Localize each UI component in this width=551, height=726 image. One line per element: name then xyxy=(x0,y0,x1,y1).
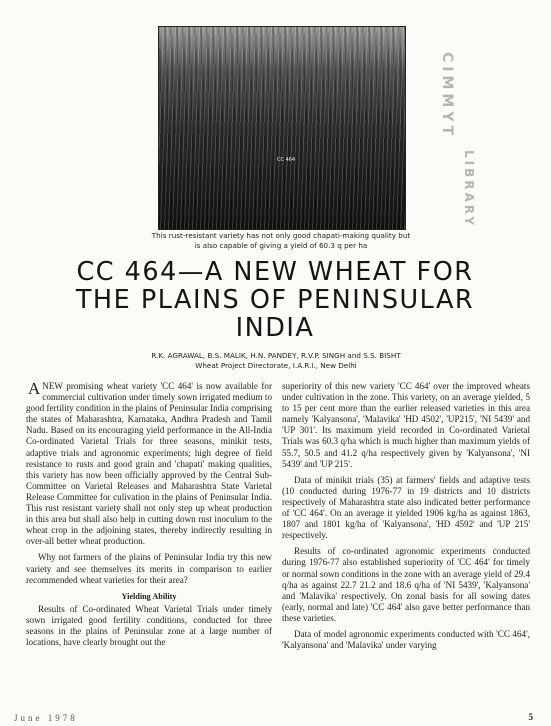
page-number: 5 xyxy=(528,712,533,722)
minikit-paragraph: Data of minikit trials (35) at farmers' fields and adaptive tests (10 conducted during 1976-77 in 19 districts and 10 districts respectively of Maharashtra state also indicated better performance of 'CC 464'. On an average it yielded 1906 kg/ha as against 1863, 1807 and 1801 kg/ha of 'Kalyansona', 'HD 4592' and 'UP 215' respectively. xyxy=(282,474,530,541)
model-experiments-paragraph: Data of model agronomic experiments conducted with 'CC 464', 'Kalyansona' and 'Malavika' under varying xyxy=(282,628,530,651)
title-line-1: CC 464—A NEW WHEAT FOR xyxy=(76,257,474,287)
title-line-3: INDIA xyxy=(235,313,315,343)
article-title xyxy=(40,258,510,342)
right-column xyxy=(282,381,530,656)
left-column xyxy=(26,381,272,653)
wheat-field-photo xyxy=(158,26,406,230)
superiority-paragraph: superiority of this new variety 'CC 464' over the improved wheats under cultivation in the zone. This variety, on an average yielded, 5 to 15 per cent more than the earlier released varieties in this area namely 'Kalyansona', 'Malavika' 'HD 4502', 'UP215', 'NI 5439' and 'UP 301'. Its maximum yield recorded in Co-ordinated Varietal Trials was 60.3 q/ha which is much higher than maximum yields of 55.7, 50.5 and 41.2 q/ha respectively given by 'Kalyansona', 'NI 5439' and 'UP 215'. xyxy=(282,381,530,469)
library-stamp-sub: LIBRARY xyxy=(462,150,476,229)
intro-text: NEW promising wheat variety 'CC 464' is now available for commercial cultivation under timely sown irrigated medium to good fertility condition in the plains of Peninsular India comprising the states of Maharashtra, Karnataka, Andhra Pradesh and Tamil Nadu. Based on its encouraging yield performance in the All-India Co-ordinated Varietal Trials for three seasons, minikit tests, adaptive trials and agronomic experiments; high degree of field resistance to rusts and good grain and 'chapati' making qualities, this variety has now been officially approved by the Central Sub-Committee on Varietal Releases and Maharashtra State Varietal Release Committee for culivation in the plains of Peninsular India. This rust resistant variety shall not only step up wheat production in this area but shall also help in cutting down rust inoculum to the wheat crop in the adjoining states, thereby indirectly resulting in over-all better wheat production. xyxy=(26,381,272,547)
photo-label: CC 464 xyxy=(277,157,296,163)
yield-paragraph: Results of Co-ordinated Wheat Varietal Trials under timely sown irrigated good fertility conditions, conducted for three seasons in the plains of Peninsular zone at a large number of locations, have clearly brought out the xyxy=(26,603,272,648)
library-stamp: CIMMYT xyxy=(439,52,455,140)
drop-cap: A xyxy=(28,379,41,398)
photo-caption: This rust-resistant variety has not only good chapati-making quality but is also capable of giving a yield of 60.3 q per ha xyxy=(151,231,411,250)
question-paragraph: Why not farmers of the plains of Peninsular India try this new variety and see themselves its merits in comparison to earlier recommended wheat varieties for their area? xyxy=(26,552,272,585)
agronomic-paragraph: Results of co-ordinated agronomic experiments conducted during 1976-77 also established superiority of 'CC 464' for timely or normal sown conditions in the zone with an average yield of 29.4 q/ha as against 22.7 21.2 and 18.6 q/ha of 'NI 5439', 'Kalyansona' and 'Malavika' respectively. On zonal basis for all sowing dates (early, normal and late) 'CC 464' also gave better performance than these varieties. xyxy=(282,546,530,623)
author-names: R.K. AGRAWAL, B.S. MALIK, H.N. PANDEY, R.V.P. SINGH and S.S. BISHT xyxy=(151,351,401,360)
author-affiliation: Wheat Project Directorate, I.A.R.I., New Delhi xyxy=(195,361,357,370)
issue-date: June 1978 xyxy=(14,713,78,723)
section-heading-yielding-ability: Yielding Ability xyxy=(121,591,177,601)
title-line-2: THE PLAINS OF PENINSULAR xyxy=(75,285,475,315)
byline xyxy=(80,351,472,371)
intro-paragraph xyxy=(26,381,272,547)
